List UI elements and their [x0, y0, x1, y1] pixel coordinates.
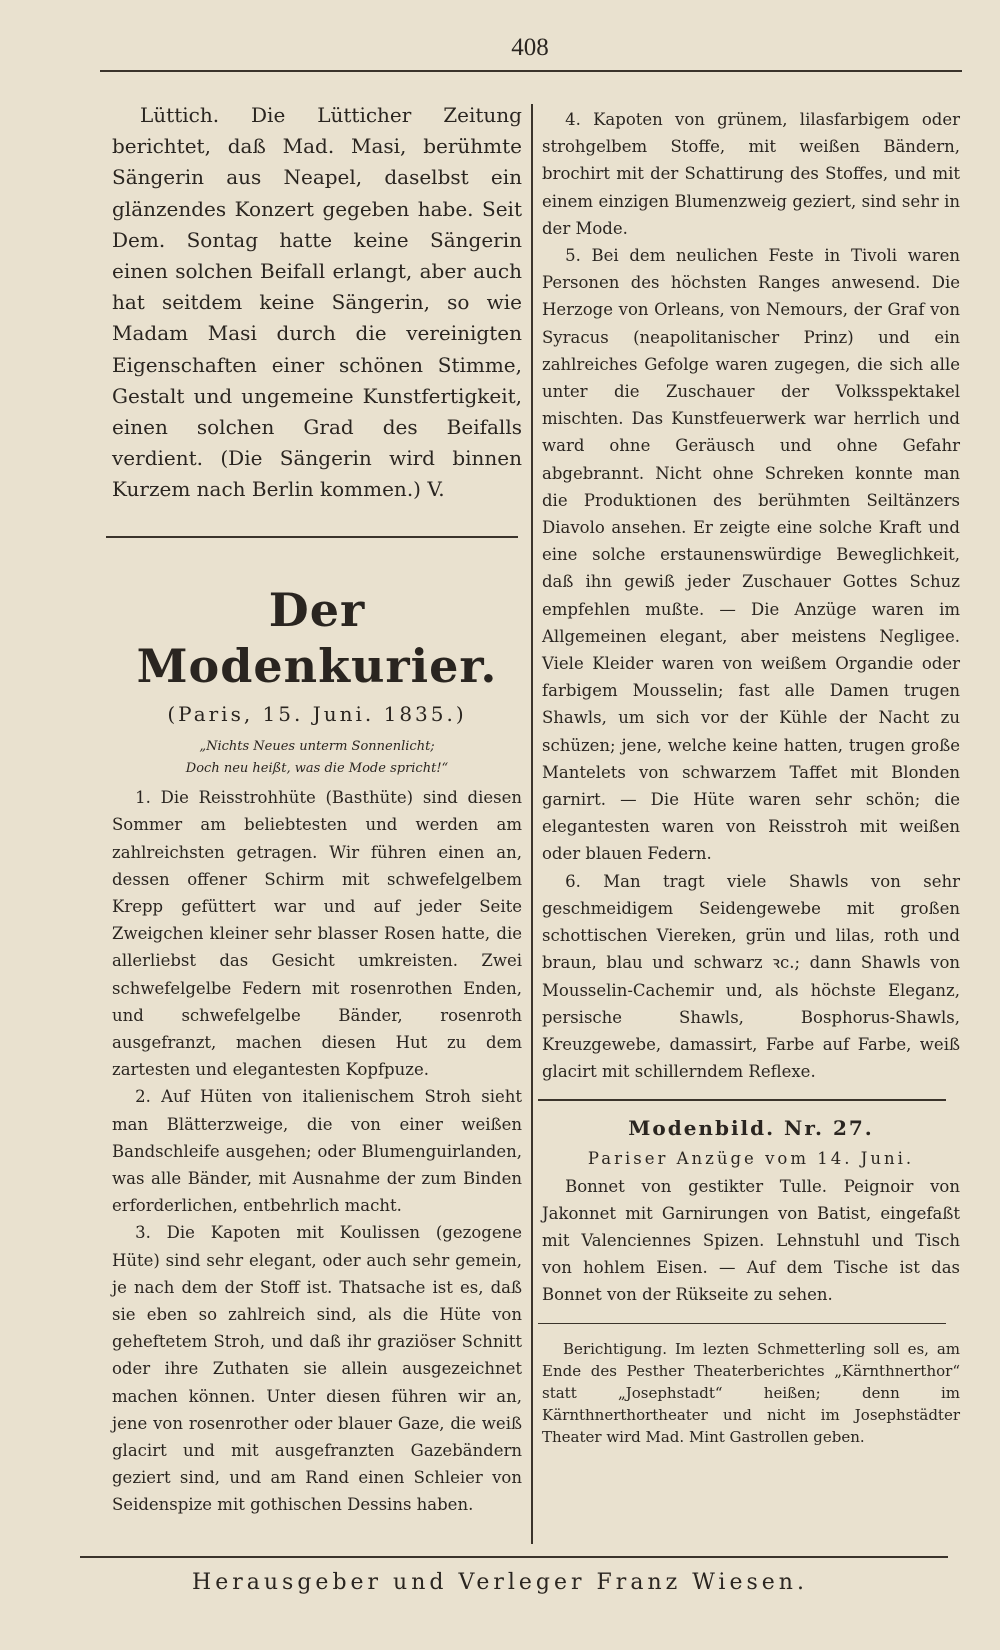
- fashion-item-4: 4. Kapoten von grünem, lilasfarbigem oder strohgelbem Stoffe, mit weißen Bändern, brochirt mit der Schattirung des Stoffes, und mit einem einzigen Blumenzweig geziert, sind sehr in der Mode.: [542, 110, 960, 238]
- modenbild-rule: [538, 1099, 946, 1101]
- column-divider: [531, 104, 533, 1544]
- correction-notice: Berichtigung. Im lezten Schmetterling soll es, am Ende des Pesther Theaterberichtes „Kärnthnerthor“ statt „Josephstadt“ heißen; denn im Kärnthnerthortheater und nicht im Josephstädter Theater wird Mad. Mint Gastrollen geben.: [542, 1340, 960, 1447]
- luettich-report: Lüttich. Die Lütticher Zeitung berichtet, daß Mad. Masi, berühmte Sängerin aus Neapel, daselbst ein glänzendes Konzert gegeben habe. Seit Dem. Sontag hatte keine Sängerin einen solchen Beifall erlangt, aber auch hat seitdem keine Sängerin, so wie Madam Masi durch die vereinigten Eigenschaften einer schönen Stimme, Gestalt und ungemeine Kunstfertigkeit, einen solchen Grad des Beifalls verdient. (Die Sängerin wird binnen Kurzem nach Berlin kommen.) V.: [112, 103, 522, 502]
- fashion-item-2: 2. Auf Hüten von italienischem Stroh sieht man Blätterzweige, die von einer weißen Bandschleife ausgehen; oder Blumenguirlanden, was alle Bänder, mit Ausnahme der zum Binden erforderlichen, entbehrlich macht.: [112, 1087, 522, 1216]
- footer-rule: [80, 1556, 948, 1558]
- modenkurier-dateline: (Paris, 15. Juni. 1835.): [167, 702, 467, 727]
- right-column: [542, 106, 960, 1448]
- modenkurier-title: Der Modenkurier.: [136, 583, 498, 694]
- header-rule: [100, 70, 962, 72]
- fashion-item-5: 5. Bei dem neulichen Feste in Tivoli waren Personen des höchsten Ranges anwesend. Die Herzoge von Orleans, von Nemours, der Graf von Syracus (neapolitanischer Prinz) und ein zahlreiches Gefolge waren zugegen, die sich alle unter die Zuschauer der Volksspektakel mischten. Das Kunstfeuerwerk war herrlich und ward ohne Geräusch und ohne Gefahr abgebrannt. Nicht ohne Schreken konnte man die Produktionen des berühmten Seiltänzers Diavolo ansehen. Er zeigte eine solche Kraft und eine solche erstaunenswürdige Beweglichkeit, daß ihn gewiß jeder Zuschauer Gottes Schuz empfehlen mußte. — Die Anzüge waren im Allgemeinen elegant, aber meistens Negligee. Viele Kleider waren von weißem Organdie oder farbigem Mousselin; fast alle Damen trugen Shawls, um sich vor der Kühle der Nacht zu schüzen; jene, welche keine hatten, trugen große Mantelets von schwarzem Taffet mit Blonden garnirt. — Die Hüte waren sehr schön; die elegantesten waren von Reisstroh mit weißen oder blauen Federn.: [542, 246, 960, 864]
- motto: [112, 736, 522, 780]
- section-rule: [106, 536, 518, 539]
- fashion-item-1: 1. Die Reisstrohhüte (Basthüte) sind diesen Sommer am beliebtesten und werden am zahlreichsten getragen. Wir führen einen an, dessen offener Schirm mit schwefelgelbem Krepp gefüttert war und auf jeder Seite Zweigchen kleiner sehr blasser Rosen hatte, die allerliebst das Gesicht umkreisten. Zwei schwefelgelbe Federn mit rosenrothen Enden, und schwefelgelbe Bänder, rosenroth ausgefranzt, machen diesen Hut zu dem zartesten und elegantesten Kopfpuze.: [112, 788, 522, 1080]
- motto-line-1: „Nichts Neues unterm Sonnenlicht;: [199, 739, 435, 755]
- correction-rule: [538, 1323, 946, 1325]
- page-number: 408: [511, 34, 549, 61]
- modenbild-subtitle: Pariser Anzüge vom 14. Juni.: [587, 1149, 915, 1169]
- motto-line-2: Doch neu heißt, was die Mode spricht!“: [185, 761, 449, 777]
- fashion-item-3: 3. Die Kapoten mit Koulissen (gezogene Hüte) sind sehr elegant, oder auch sehr gemein, je nach dem der Stoff ist. Thatsache ist es, daß sie eben so zahlreich sind, als die Hüte von geheftetem Stroh, und daß ihr graziöser Schnitt oder ihre Zuthaten sie allein ausgezeichnet machen können. Unter diesen führen wir an, jene von rosenrother oder blauer Gaze, die weiß glacirt und mit ausgefranzten Gazebändern geziert sind, und am Rand einen Schleier von Seidenspize mit gothischen Dessins haben.: [112, 1223, 522, 1515]
- publisher-footer: Herausgeber und Verleger Franz Wiesen.: [192, 1570, 808, 1595]
- modenbild-description: Bonnet von gestikter Tulle. Peignoir von Jakonnet mit Garnirungen von Batist, eingefaßt mit Valenciennes Spizen. Lehnstuhl und Tisch von hohlem Eisen. — Auf dem Tische ist das Bonnet von der Rükseite zu sehen.: [542, 1176, 960, 1305]
- modenbild-title: Modenbild. Nr. 27.: [628, 1116, 874, 1141]
- left-column: [112, 100, 522, 1519]
- fashion-item-6: 6. Man tragt viele Shawls von sehr geschmeidigem Seidengewebe mit großen schottischen Viereken, grün und lilas, roth und braun, blau und schwarz ꝛc.; dann Shawls von Mousselin-Cachemir und, als höchste Eleganz, persische Shawls, Bosphorus-Shawls, Kreuzgewebe, damassirt, Farbe auf Farbe, weiß glacirt mit schillerndem Reflexe.: [542, 871, 960, 1082]
